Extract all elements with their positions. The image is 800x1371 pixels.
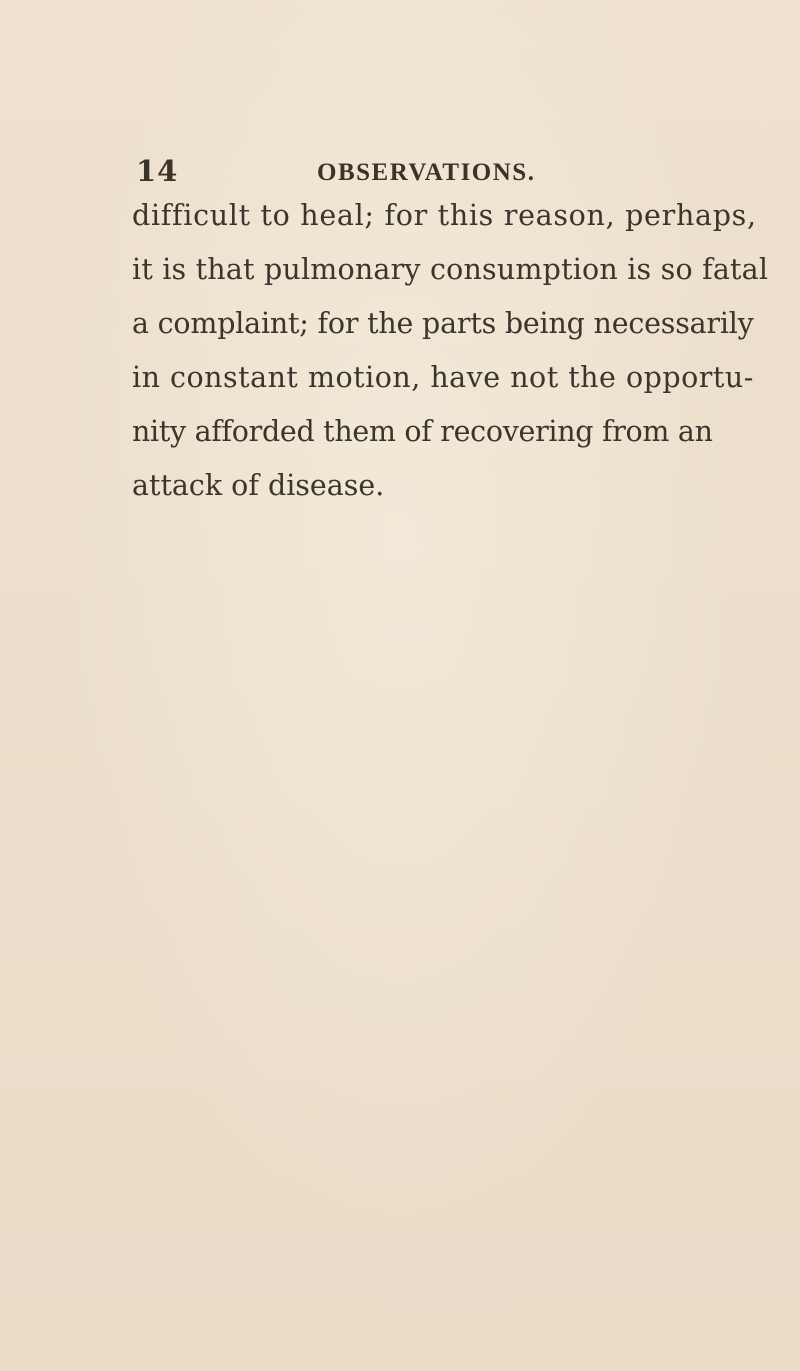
body-paragraph bbox=[132, 189, 769, 513]
text-line: nity afforded them of recovering from an bbox=[132, 415, 713, 448]
text-line: it is that pulmonary consumption is so fatal bbox=[132, 253, 769, 286]
text-line: attack of disease. bbox=[132, 469, 385, 502]
text-line: difficult to heal; for this reason, perhaps, bbox=[132, 199, 757, 232]
text-line: in constant motion, have not the opportu- bbox=[132, 361, 754, 394]
text-line: a complaint; for the parts being necessarily bbox=[132, 307, 754, 340]
running-head: OBSERVATIONS. bbox=[317, 159, 536, 186]
page-number: 14 bbox=[136, 154, 179, 188]
